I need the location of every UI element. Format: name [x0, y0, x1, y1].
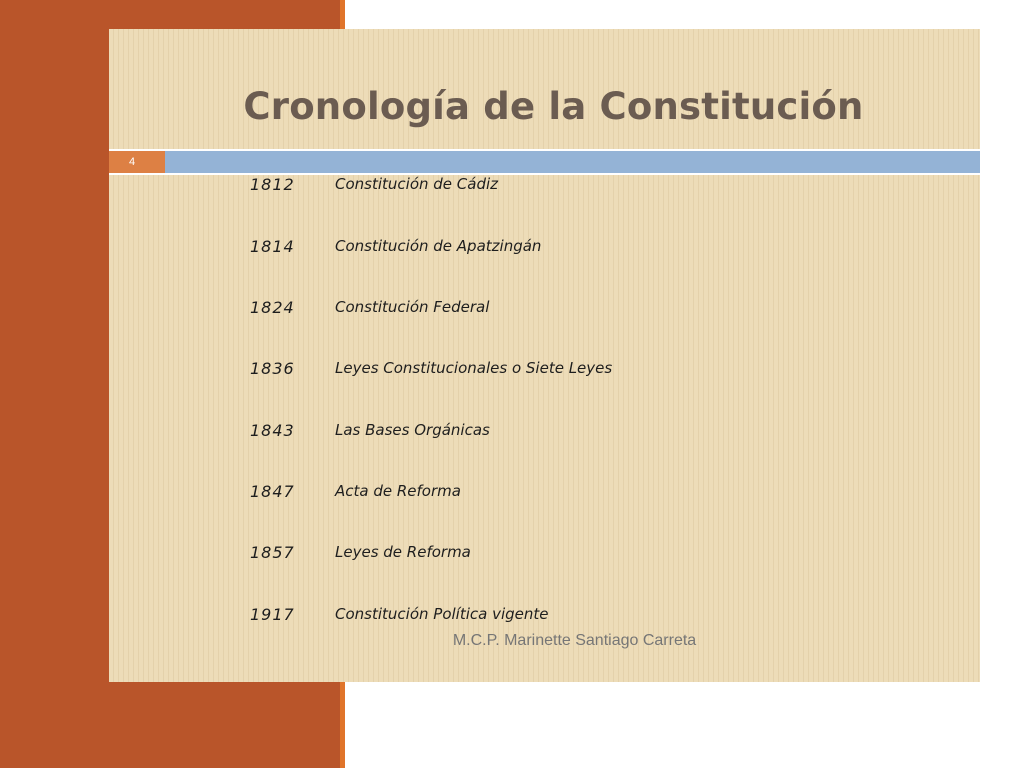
timeline-item — [250, 421, 950, 445]
timeline-event: Leyes de Reforma — [335, 543, 471, 561]
slide-number: 4 — [109, 149, 180, 175]
slide-title: Cronología de la Constitución — [243, 85, 864, 128]
timeline-year: 1917 — [250, 605, 295, 624]
timeline-year: 1814 — [250, 237, 295, 256]
timeline-item — [250, 175, 950, 199]
title-divider-bar — [165, 149, 980, 175]
timeline-item — [250, 298, 950, 322]
timeline-item — [250, 605, 950, 629]
timeline-year: 1857 — [250, 543, 295, 562]
timeline-event: Constitución Federal — [335, 298, 490, 316]
timeline-year: 1836 — [250, 359, 295, 378]
slide-footer-author: M.C.P. Marinette Santiago Carreta — [452, 632, 697, 649]
timeline-year: 1824 — [250, 298, 295, 317]
timeline-event: Constitución de Cádiz — [335, 175, 499, 193]
timeline-year: 1847 — [250, 482, 295, 501]
timeline-year: 1843 — [250, 421, 295, 440]
timeline-item — [250, 359, 950, 383]
slide — [109, 29, 980, 682]
timeline-year: 1812 — [250, 175, 295, 194]
timeline-item — [250, 237, 950, 261]
timeline-event: Las Bases Orgánicas — [335, 421, 490, 439]
timeline-event: Constitución Política vigente — [335, 605, 549, 623]
timeline-event: Leyes Constitucionales o Siete Leyes — [335, 359, 613, 377]
timeline-event: Constitución de Apatzingán — [335, 237, 542, 255]
timeline-item — [250, 482, 950, 506]
timeline-event: Acta de Reforma — [335, 482, 461, 500]
timeline-item — [250, 543, 950, 567]
